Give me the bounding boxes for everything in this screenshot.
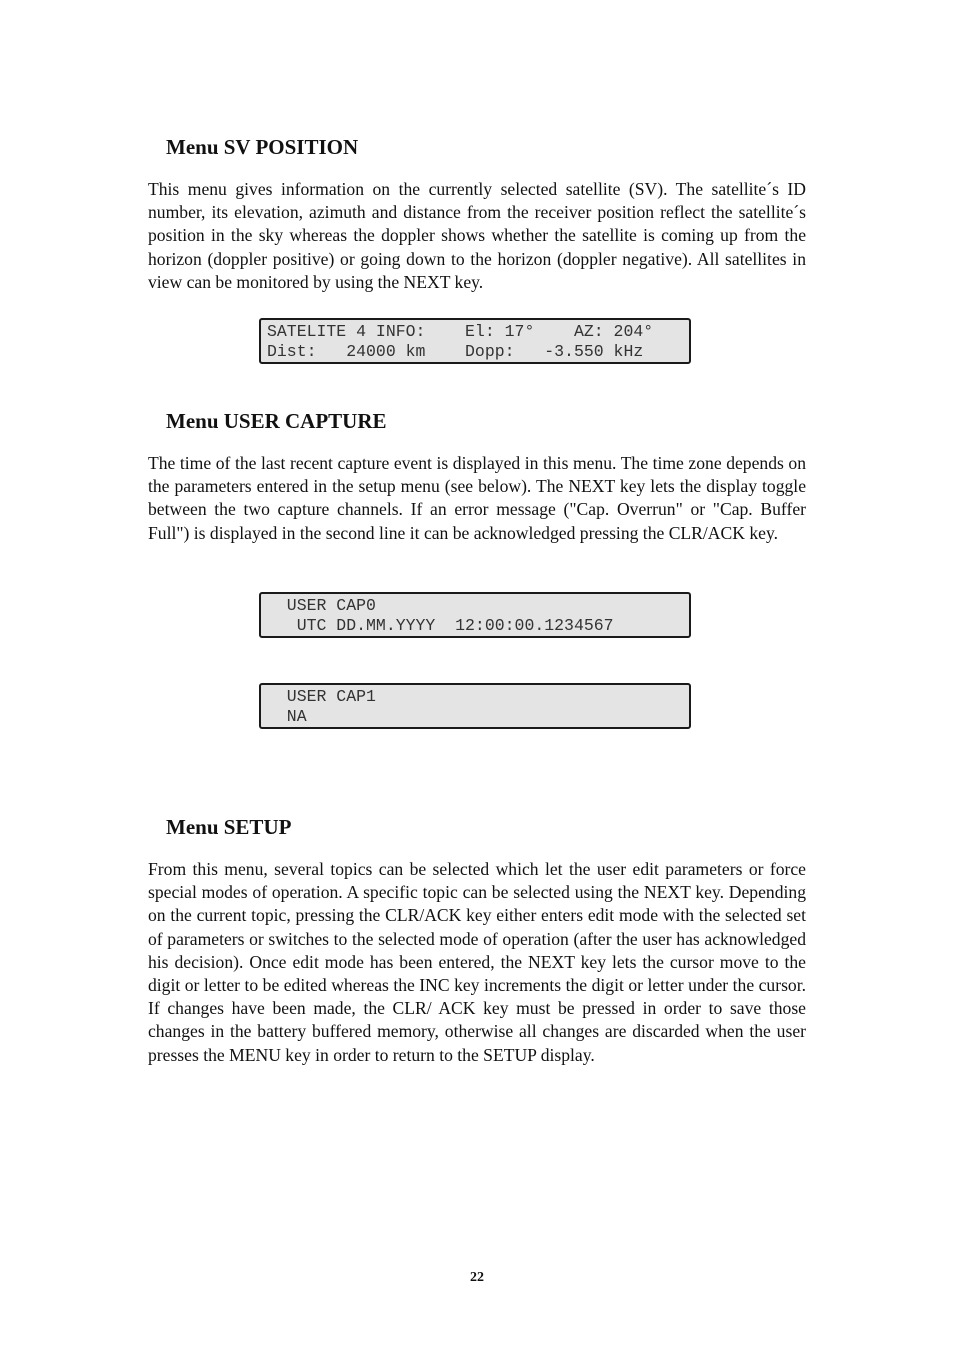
lcd-display-sv-position [259,318,691,364]
paragraph-user-capture: The time of the last recent capture event is displayed in this menu. The time zone depends on the parameters entered in the setup menu (see below). The NEXT key lets the display toggle between the two capture channels. If an error message ("Cap. Overrun" or "Cap. Buffer Full") is displayed in the second line it can be acknowledged pressing the CLR/ACK key. [148,453,806,543]
lcd-line-2: NA [267,707,307,726]
page-number: 22 [470,1270,484,1285]
lcd-line-1: SATELITE 4 INFO: El: 17° AZ: 204° [267,322,654,341]
paragraph-sv-position: This menu gives information on the currently selected satellite (SV). The satellite´s ID number, its elevation, azimuth and distance from the receiver position reflect the satellite´s position in the sky whereas the doppler shows whether the satellite is coming up from the horizon (doppler positive) or going down to the horizon (doppler negative). All satellites in view can be monitored by using the NEXT key. [148,179,806,292]
heading-sv-position: Menu SV POSITION [166,135,359,159]
heading-setup: Menu SETUP [166,815,292,839]
paragraph-setup: From this menu, several topics can be selected which let the user edit parameters or force special modes of operation. A specific topic can be selected using the NEXT key. Depending on the current topic, pressing the CLR/ACK key either enters edit mode with the selected set of parameters or switches to the selected mode of operation (after the user has acknowledged his decision). Once edit mode has been entered, the NEXT key lets the cursor move to the digit or letter to be edited whereas the INC key increments the digit or letter under the cursor. If changes have been made, the CLR/ ACK key must be pressed in order to save those changes in the battery buffered memory, otherwise all changes are discarded when the user presses the MENU key in order to return to the SETUP display. [148,859,806,1065]
lcd-display-user-cap0 [259,592,691,638]
lcd-line-2: Dist: 24000 km Dopp: -3.550 kHz [267,342,644,361]
lcd-display-user-cap1 [259,683,691,729]
heading-user-capture: Menu USER CAPTURE [166,409,387,433]
lcd-line-1: USER CAP1 [267,687,376,706]
lcd-line-2: UTC DD.MM.YYYY 12:00:00.1234567 [267,616,614,635]
lcd-line-1: USER CAP0 [267,596,376,615]
